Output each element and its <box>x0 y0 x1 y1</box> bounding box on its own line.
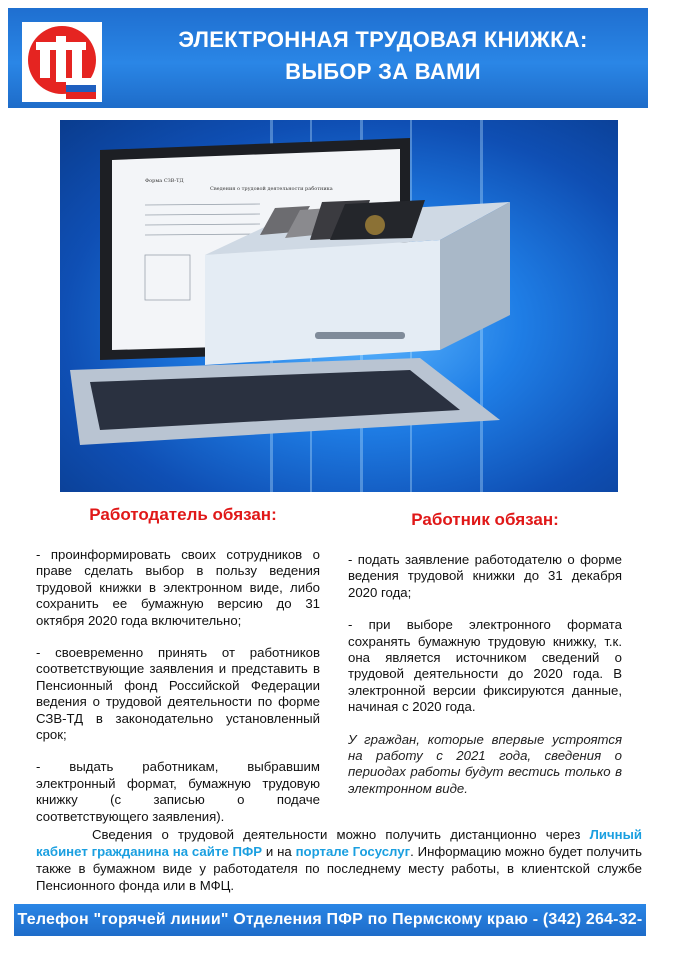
info-text-after: . Информацию можно будет получить также в бумажном виде у работодателя по последнему месту работы, в клиентской службе Пенсионного фонда или в МФЦ. <box>36 844 642 893</box>
laptop-with-drawer-icon <box>60 120 618 492</box>
personal-account-link[interactable]: Личный кабинет гражданина на сайте ПФР <box>36 827 642 859</box>
title-line-1: ЭЛЕКТРОННАЯ ТРУДОВАЯ КНИЖКА: <box>178 27 588 52</box>
info-text-before: Сведения о трудовой деятельности можно получить дистанционно через <box>92 827 590 842</box>
employee-heading: Работник обязан: <box>411 510 559 529</box>
employee-section <box>348 510 622 797</box>
employee-note: У граждан, которые впервые устроятся на работу с 2021 года, сведения о периодах работы будут вестись только в электронном виде. <box>348 731 622 796</box>
pfr-logo-icon <box>22 22 102 102</box>
svg-text:Форма СЗВ-ТД: Форма СЗВ-ТД <box>145 178 184 184</box>
page-title <box>128 24 638 88</box>
employer-section <box>36 505 320 841</box>
info-paragraph <box>36 826 642 894</box>
svg-text:Сведения о трудовой деятельнос: Сведения о трудовой деятельности работника <box>210 186 333 192</box>
employee-item-1: - подать заявление работодателю о форме ведения трудовой книжки до 31 декабря 2020 года; <box>348 552 622 600</box>
header-banner <box>8 8 648 108</box>
hero-illustration <box>60 120 618 492</box>
employer-heading: Работодатель обязан: <box>89 505 277 524</box>
info-text-mid: и на <box>262 844 296 859</box>
employer-item-2: - своевременно принять от работников соответствующие заявления и представить в Пенсионный фонд Российской Федерации ведения о трудовой деятельности по форме СЗВ-ТД в законодательно установленный срок; <box>36 645 320 743</box>
hotline-footer: Телефон "горячей линии" Отделения ПФР по Пермскому краю - (342) 264-32-04 <box>14 904 646 936</box>
gosuslugi-link[interactable]: портале Госуслуг <box>295 844 411 859</box>
employer-item-3: - выдать работникам, выбравшим электронный формат, бумажную трудовую книжку (с записью о подаче соответствующего заявления). <box>36 759 320 824</box>
employer-item-1: - проинформировать своих сотрудников о праве сделать выбор в пользу ведения трудовой книжки в электронном виде, либо сохранить ее бумажную версию до 31 октября 2020 года включительно; <box>36 547 320 628</box>
employee-item-2: - при выборе электронного формата сохранять бумажную трудовую книжку, т.к. она является источником сведений о трудовой деятельности до 2020 года. В электронной версии фиксируются данные, начиная с 2020 года. <box>348 617 622 715</box>
title-line-2: ВЫБОР ЗА ВАМИ <box>285 59 481 84</box>
